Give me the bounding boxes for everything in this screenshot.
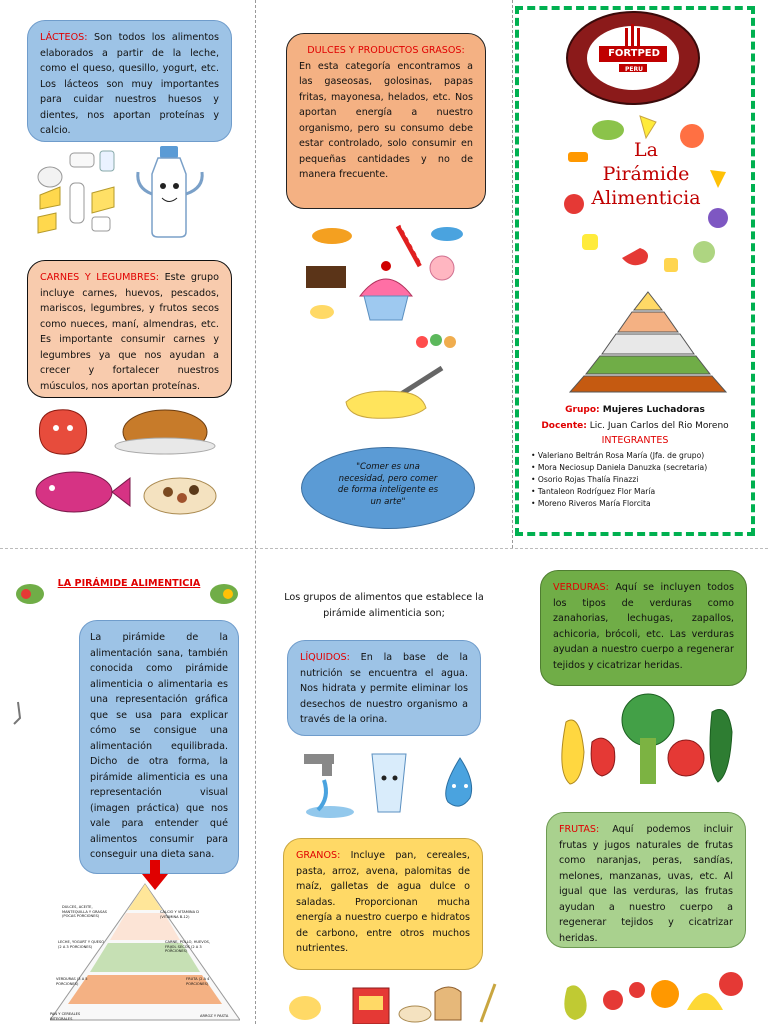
cover-title-line2: Pirámide <box>602 163 690 185</box>
granos-box <box>283 838 483 970</box>
water-illustration <box>300 748 480 822</box>
granos-heading: GRANOS: <box>296 850 341 861</box>
fruits-illustration <box>555 966 745 1024</box>
dulces-box <box>286 33 486 209</box>
pyramid-label: PAN Y CEREALES INTEGRALES <box>50 1012 81 1021</box>
pyramid-label: VERDURAS (3 A 5 PORCIONES) <box>56 977 88 986</box>
group-line <box>520 405 750 415</box>
liquidos-box <box>287 640 481 736</box>
sweets-illustration <box>302 222 467 362</box>
pyramid-label: FRUTA (2 A 4 PORCIONES) <box>186 977 210 986</box>
granos-text: Incluye pan, cereales, pasta, arroz, avena, palomitas de maíz, galletas de agua dulce o saladas. Proporcionan mucha energía a nuestro cuerpo e hidratos de carbono, entre otros muchos nutrientes. <box>296 850 470 954</box>
lacteos-box <box>27 20 232 142</box>
verduras-heading: VERDURAS: <box>553 582 609 593</box>
groups-intro: Los grupos de alimentos que establece la pirámide alimenticia son; <box>284 592 484 619</box>
pyramid-label: CARNE, POLLO, HUEVOS, FRIJOL SECOS (2 A 3 PORCIONES) <box>165 940 210 953</box>
butter-illustration <box>342 362 452 424</box>
cover-title-line3: Alimenticia <box>591 187 701 209</box>
lacteos-heading: LÁCTEOS: <box>40 32 88 43</box>
page-divider <box>0 548 768 549</box>
liquidos-text: En la base de la nutrición se encuentra el agua. Nos hidrata y permite eliminar los desechos de nuestro organismo a través de la orina. <box>300 652 468 725</box>
cover-food-pyramid <box>568 288 728 394</box>
piramide-text: La pirámide de la alimentación sana, también conocida como pirámide alimenticia o alimentaria es una representación gráfica que se usa para explicar cómo se consigue una alimentación equilibrada. Dicho de otra forma, la pirámide alimenticia es una representación visual (imagen práctica) que nos vale para entender qué alimentos consumir para conseguir una dieta sana. <box>90 632 228 860</box>
dulces-heading: DULCES Y PRODUCTOS GRASOS: <box>307 45 465 56</box>
carnes-box <box>27 260 232 398</box>
frutas-heading: FRUTAS: <box>559 824 600 835</box>
member-item: • Moreno Riveros María Florcita <box>531 499 651 508</box>
dulces-text: En esta categoría encontramos a las gaseosas, golosinas, papas fritas, mayonesa, helados, etc. Nos aportan energía a nuestro organismo, pero su consumo debe estar controlado, solo consumir en pequeñas cantidades y no de manera frecuente. <box>299 60 473 180</box>
pyramid-label: ARROZ Y PASTA <box>200 1014 229 1018</box>
logo-subtext: PERU <box>625 66 643 73</box>
teacher-line <box>520 421 750 431</box>
dairy-products-illustration <box>30 147 120 235</box>
frutas-text: Aquí podemos incluir frutas y jugos naturales de frutas como naranjas, peras, sandías, melones, manzanas, uvas, etc. Al igual que las verduras, las frutas ayudan a nuestro cuerpo a regenerar tejidos y cicatrizar heridas. <box>559 824 733 944</box>
liquidos-heading: LÍQUIDOS: <box>300 652 350 663</box>
piramide-title: LA PIRÁMIDE ALIMENTICIA <box>57 578 201 589</box>
member-item: • Tantaleon Rodríguez Flor María <box>531 487 656 496</box>
carnes-heading: CARNES Y LEGUMBRES: <box>40 272 160 283</box>
verduras-text: Aquí se incluyen todos los tipos de verduras como zanahorias, lechugas, zapallos, achicoria, brócoli, etc. Las verduras ayudan a nuestro cuerpo a regenerar tejidos y cicatrizar heridas. <box>553 582 734 671</box>
grains-illustration <box>285 978 505 1024</box>
member-item: • Osorio Rojas Thalía Finazzi <box>531 475 639 484</box>
carnes-text: Este grupo incluye carnes, huevos, pescados, mariscos, legumbres, y frutos secos como nueces, maní, almendras, etc. Es importante consumir carnes y legumbres ya que nos ayudan a crecer y fortalecer nuestros músculos, nos aportan proteínas. <box>40 272 219 392</box>
teacher-label: Docente: <box>541 421 587 431</box>
column-divider <box>255 0 256 1024</box>
member-item: • Valeriano Beltrán Rosa María (Jfa. de grupo) <box>531 451 705 460</box>
members-title: INTEGRANTES <box>601 435 669 446</box>
group-name: Mujeres Luchadoras <box>602 405 705 415</box>
piramide-box <box>79 620 239 874</box>
cover-title <box>560 138 732 210</box>
teacher-name: Lic. Juan Carlos del Rio Moreno <box>589 421 729 431</box>
verduras-box <box>540 570 747 686</box>
pyramid-label: CALCIO Y VITAMINA D (VITAMINA B-12) <box>160 910 199 919</box>
member-item: • Mora Neciosup Daniela Danuzka (secretaria) <box>531 463 708 472</box>
vegetables-illustration <box>552 692 742 792</box>
lacteos-text: Son todos los alimentos elaborados a partir de la leche, como el queso, quesillo, yogurt, etc. Los lácteos son muy importantes para cuidar nuestros huesos y dientes, nos aportan proteínas y calcio. <box>40 32 219 136</box>
pyramid-label: LECHE, YOGURT Y QUESO (2 A 3 PORCIONES) <box>58 940 105 949</box>
milk-bottle-character <box>130 144 210 239</box>
pyramid-label: DULCES, ACEITE, MANTEQUILLA Y GRASAS (POCAS PORCIONES) <box>62 905 107 918</box>
frutas-box <box>546 812 746 948</box>
quote-bubble <box>301 447 475 529</box>
pointer-icon <box>10 700 26 726</box>
quote-text: "Comer es una necesidad, pero comer de forma inteligente es un arte" <box>337 462 439 507</box>
column-divider <box>512 0 513 548</box>
logo-text: FORTPED <box>608 48 660 59</box>
meats-legumes-illustration <box>30 404 230 524</box>
group-label: Grupo: <box>565 405 600 415</box>
cover-title-line1: La <box>634 139 658 161</box>
